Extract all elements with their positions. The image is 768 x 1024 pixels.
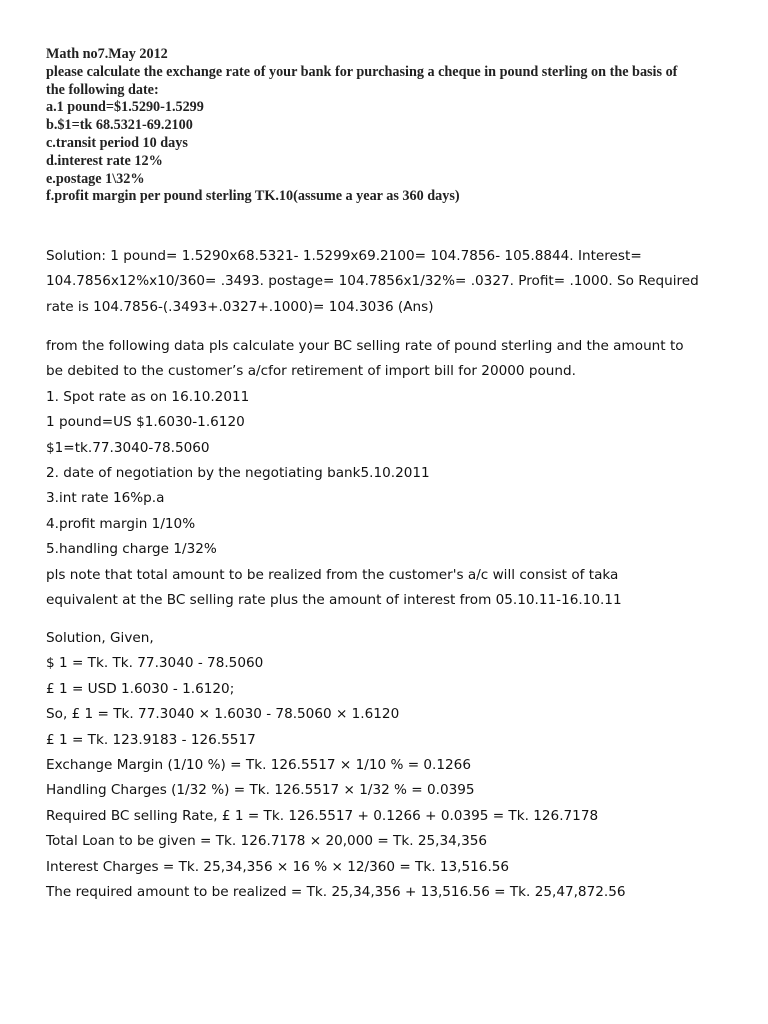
question-2-line: $1=tk.77.3040-78.5060 [46,439,210,456]
question-2-line: pls note that total amount to be realized from the customer's a/c will consist of taka [46,566,619,583]
solution-2-line: Required BC selling Rate, £ 1 = Tk. 126.5517 + 0.1266 + 0.0395 = Tk. 126.7178 [46,807,599,824]
question-1-line: b.$1=tk 68.5321-69.2100 [46,117,193,134]
question-1-title: Math no7.May 2012 [46,46,168,62]
question-2-line: 2. date of negotiation by the negotiating bank5.10.2011 [46,465,430,482]
question-1-line: d.interest rate 12% [46,152,163,169]
solution-2-line: So, £ 1 = Tk. 77.3040 × 1.6030 - 78.5060 × 1.6120 [46,706,400,723]
solution-1-line: rate is 104.7856-(.3493+.0327+.1000)= 104.3036 (Ans) [46,298,434,315]
solution-1-line: 104.7856x12%x10/360= .3493. postage= 104.7856x1/32%= .0327. Profit= .1000. So Required [46,273,699,290]
solution-2-line: Handling Charges (1/32 %) = Tk. 126.5517 × 1/32 % = 0.0395 [46,782,475,799]
solution-2-line: Total Loan to be given = Tk. 126.7178 × 20,000 = Tk. 25,34,356 [46,833,488,850]
question-1-block [46,46,746,206]
question-1-line: a.1 pound=$1.5290-1.5299 [46,99,204,116]
question-2-block [46,334,746,613]
solution-2-line: Exchange Margin (1/10 %) = Tk. 126.5517 × 1/10 % = 0.1266 [46,757,471,774]
solution-2-line: The required amount to be realized = Tk. 25,34,356 + 13,516.56 = Tk. 25,47,872.56 [46,884,626,901]
question-2-line: 3.int rate 16%p.a [46,490,165,507]
solution-2-line: £ 1 = Tk. 123.9183 - 126.5517 [46,731,256,748]
solution-2-block [46,626,746,905]
question-1-line: e.postage 1\32% [46,170,145,187]
question-2-line: be debited to the customer’s a/cfor retirement of import bill for 20000 pound. [46,363,576,380]
question-2-line: 4.profit margin 1/10% [46,515,196,532]
question-1-line: the following date: [46,81,159,98]
solution-2-line: Solution, Given, [46,630,154,646]
question-2-line: 1. Spot rate as on 16.10.2011 [46,388,250,405]
solution-1-line: Solution: 1 pound= 1.5290x68.5321- 1.5299x69.2100= 104.7856- 105.8844. Interest= [46,248,642,264]
question-2-line: equivalent at the BC selling rate plus the amount of interest from 05.10.11-16.10.11 [46,592,622,609]
question-1-line: please calculate the exchange rate of your bank for purchasing a cheque in pound sterling on the basis of [46,63,678,80]
solution-2-line: $ 1 = Tk. Tk. 77.3040 - 78.5060 [46,655,264,672]
question-1-line: c.transit period 10 days [46,134,188,151]
question-1-line: f.profit margin per pound sterling TK.10(assume a year as 360 days) [46,188,460,205]
solution-2-line: £ 1 = USD 1.6030 - 1.6120; [46,680,235,697]
question-2-line: from the following data pls calculate your BC selling rate of pound sterling and the amount to [46,338,684,354]
question-2-line: 5.handling charge 1/32% [46,541,217,558]
solution-1-block [46,244,746,320]
question-2-line: 1 pound=US $1.6030-1.6120 [46,414,245,431]
solution-2-line: Interest Charges = Tk. 25,34,356 × 16 % × 12/360 = Tk. 13,516.56 [46,858,510,875]
